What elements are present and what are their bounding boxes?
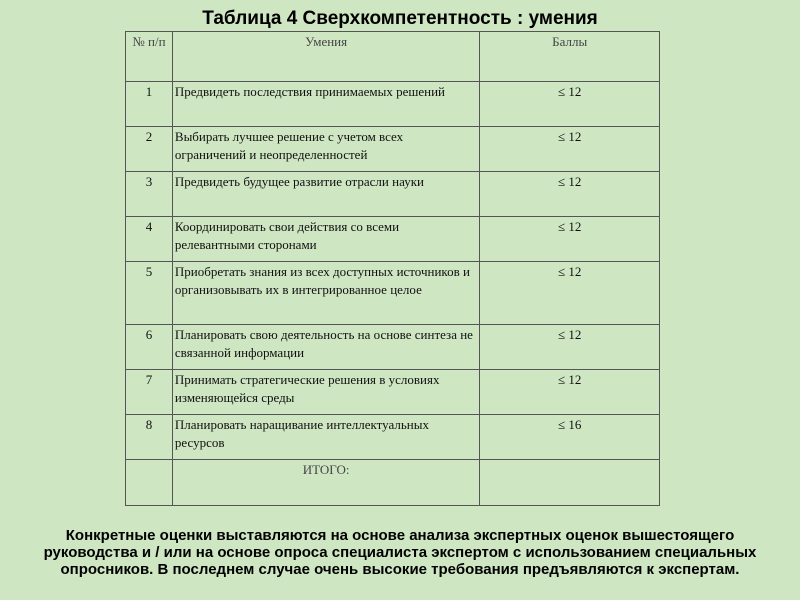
row-num: 4 [126, 217, 173, 262]
skills-table [125, 31, 660, 506]
slide-title: Таблица 4 Сверхкомпетентность : умения [202, 8, 598, 29]
total-score-empty [480, 460, 660, 506]
row-num: 2 [126, 127, 173, 172]
table-header-row [126, 32, 660, 82]
row-skill: Планировать наращивание интеллектуальных ресурсов [172, 415, 479, 460]
row-score: ≤ 12 [480, 262, 660, 325]
row-num: 8 [126, 415, 173, 460]
table-row [126, 127, 660, 172]
row-skill: Предвидеть будущее развитие отрасли науки [172, 172, 479, 217]
row-num: 5 [126, 262, 173, 325]
table-total-row [126, 460, 660, 506]
row-score: ≤ 12 [480, 172, 660, 217]
footer-note: Конкретные оценки выставляются на основе анализа экспертных оценок вышестоящего руководства и / или на основе опроса специалиста экспертом с использованием специальных опросников. В последнем случае очень высокие требования предъявляются к экспертам. [43, 527, 757, 578]
table-row [126, 370, 660, 415]
total-label: ИТОГО: [172, 460, 479, 506]
header-score: Баллы [480, 32, 660, 82]
table-row [126, 325, 660, 370]
header-num: № п/п [126, 32, 173, 82]
row-score: ≤ 16 [480, 415, 660, 460]
row-num: 3 [126, 172, 173, 217]
row-num: 7 [126, 370, 173, 415]
row-skill: Планировать свою деятельность на основе синтеза не связанной информации [172, 325, 479, 370]
row-score: ≤ 12 [480, 325, 660, 370]
row-skill: Координировать свои действия со всеми релевантными сторонами [172, 217, 479, 262]
row-skill: Принимать стратегические решения в условиях изменяющейся среды [172, 370, 479, 415]
row-score: ≤ 12 [480, 217, 660, 262]
row-num: 1 [126, 82, 173, 127]
table-row [126, 217, 660, 262]
row-skill: Предвидеть последствия принимаемых решений [172, 82, 479, 127]
row-num: 6 [126, 325, 173, 370]
row-skill: Приобретать знания из всех доступных источников и организовывать их в интегрированное целое [172, 262, 479, 325]
total-num-empty [126, 460, 173, 506]
row-score: ≤ 12 [480, 127, 660, 172]
table-row [126, 415, 660, 460]
table-row [126, 262, 660, 325]
row-score: ≤ 12 [480, 82, 660, 127]
row-score: ≤ 12 [480, 370, 660, 415]
table-row [126, 82, 660, 127]
table-row [126, 172, 660, 217]
row-skill: Выбирать лучшее решение с учетом всех ограничений и неопределенностей [172, 127, 479, 172]
header-skill: Умения [172, 32, 479, 82]
